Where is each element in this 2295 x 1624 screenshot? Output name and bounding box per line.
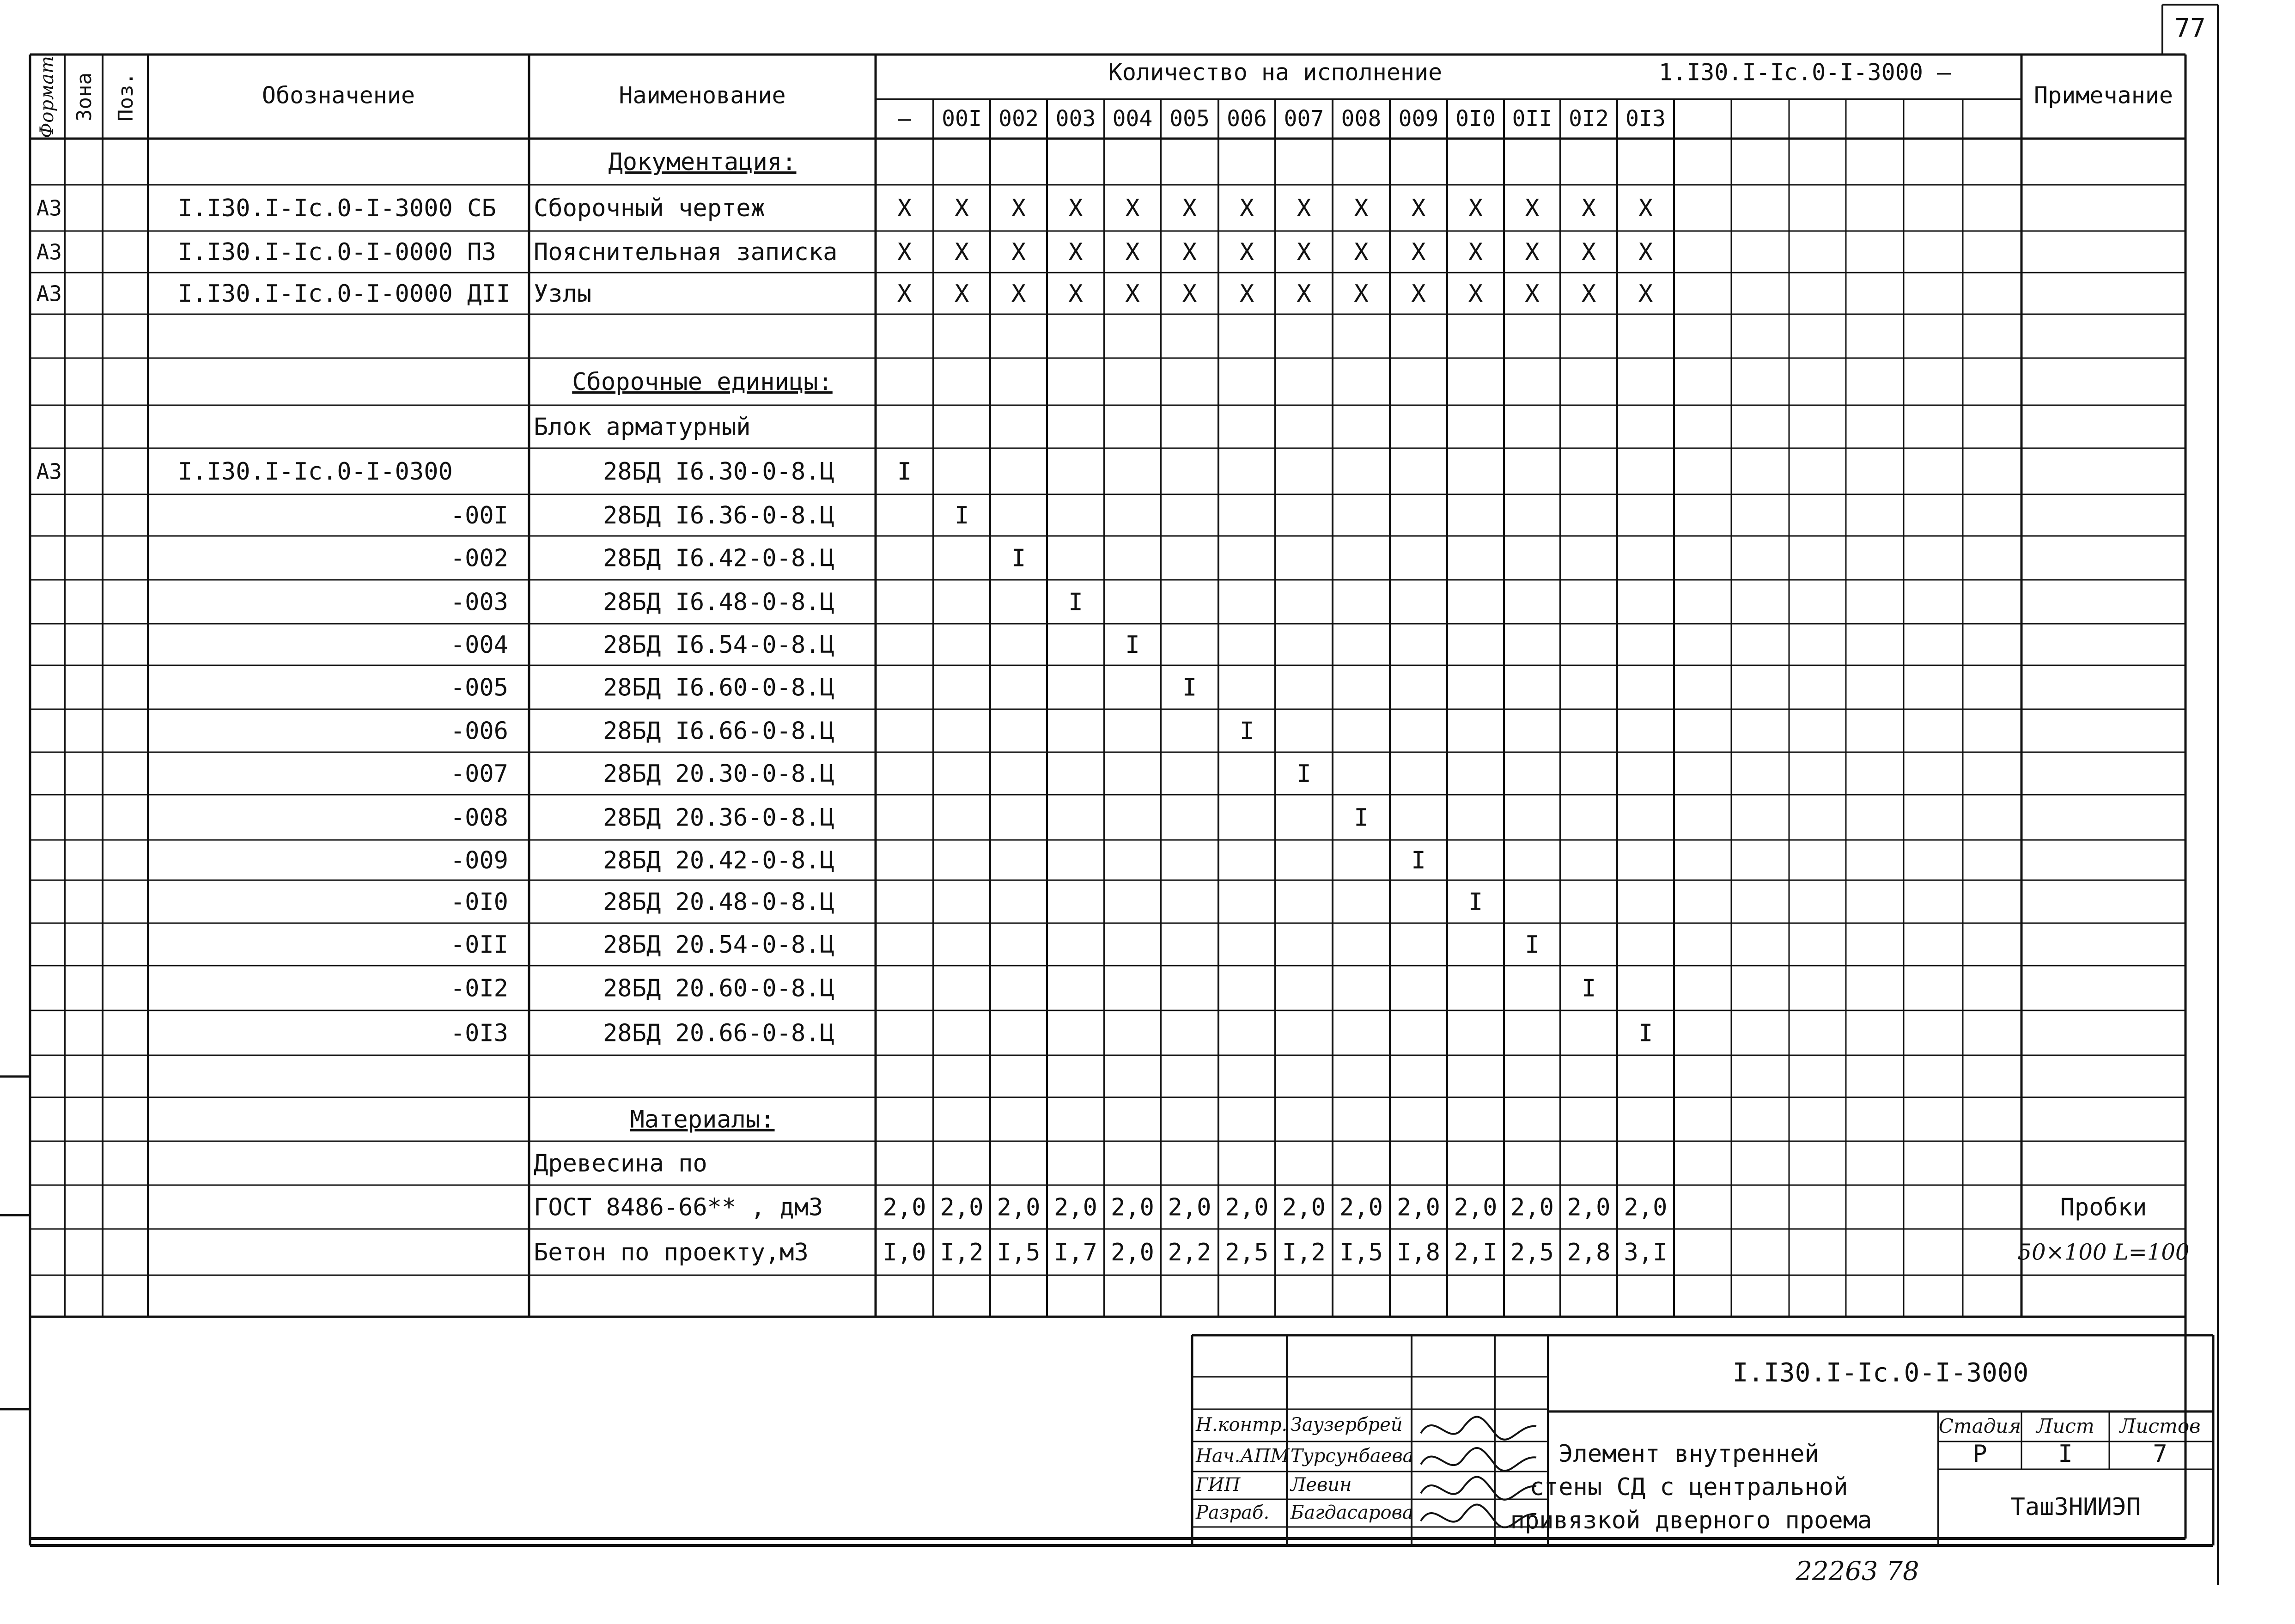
row-name: 28БД 20.42-0-8.Ц <box>603 846 834 875</box>
signature-role: Нач.АПМ <box>1196 1445 1290 1467</box>
row-designation: -0I0 <box>450 888 508 916</box>
qty-cell: X <box>1638 280 1653 308</box>
row-name: 28БД 20.66-0-8.Ц <box>603 1019 834 1047</box>
qty-cell: X <box>1354 280 1369 308</box>
qty-cell: X <box>1068 195 1083 222</box>
qty-cell: X <box>1068 280 1083 308</box>
qty-cell: X <box>1468 238 1483 266</box>
sheet-value: I <box>2058 1440 2073 1468</box>
section-heading: Сборочные единицы: <box>572 368 833 396</box>
qty-cell: X <box>1411 280 1426 308</box>
signature-name: Левин <box>1291 1474 1352 1496</box>
qty-cell: X <box>1581 280 1596 308</box>
row-format: А3 <box>36 459 62 484</box>
row-designation: -002 <box>450 544 508 572</box>
header-variant: 003 <box>1055 106 1096 132</box>
qty-cell: 2,0 <box>883 1193 926 1222</box>
qty-cell: I,0 <box>883 1239 926 1266</box>
qty-cell: I <box>1297 760 1311 788</box>
header-variant: 002 <box>998 106 1039 132</box>
qty-cell: 2,0 <box>1510 1193 1554 1222</box>
title-line: Элемент внутренней <box>1558 1440 1819 1468</box>
header-variant: 007 <box>1284 106 1324 132</box>
qty-cell: I,2 <box>940 1239 984 1266</box>
footer-number: 22263 78 <box>1796 1556 1919 1587</box>
qty-cell: I <box>1068 588 1083 616</box>
header-variant: 00I <box>942 106 982 132</box>
signature-scribble <box>1421 1477 1536 1500</box>
qty-cell: X <box>1297 195 1311 222</box>
qty-cell: I <box>954 502 969 529</box>
document-code: I.I30.I-Ic.0-I-3000 <box>1732 1358 2029 1388</box>
qty-cell: I <box>1468 888 1483 916</box>
row-name: Узлы <box>534 280 592 308</box>
qty-cell: 2,0 <box>1111 1193 1154 1222</box>
row-designation: -0I3 <box>450 1019 508 1047</box>
row-name: Древесина по <box>534 1150 707 1178</box>
row-designation: I.I30.I-Ic.0-I-0000 ДII <box>178 280 511 308</box>
qty-cell: 2,0 <box>1454 1193 1498 1222</box>
qty-cell: X <box>1525 195 1540 222</box>
qty-cell: X <box>1239 238 1254 266</box>
title-line: привязкой дверного проема <box>1510 1507 1872 1534</box>
qty-cell: X <box>1125 280 1140 308</box>
row-designation: I.I30.I-Ic.0-I-0300 <box>178 458 453 486</box>
organization: ТашЗНИИЭП <box>2010 1493 2141 1521</box>
signature-name: Багдасарова <box>1291 1502 1413 1523</box>
row-name: 28БД I6.60-0-8.Ц <box>603 674 834 702</box>
row-designation: -0I2 <box>450 974 508 1003</box>
qty-cell: X <box>1182 195 1197 222</box>
qty-cell: 2,8 <box>1567 1239 1611 1266</box>
header-qty-title: Количество на исполнение <box>1108 59 1443 86</box>
header-variant: 008 <box>1341 106 1382 132</box>
qty-cell: 2,I <box>1454 1239 1498 1266</box>
row-designation: -0II <box>450 931 508 959</box>
qty-cell: I <box>1638 1019 1653 1047</box>
sheets-label: Листов <box>2119 1415 2201 1437</box>
qty-cell: X <box>1182 238 1197 266</box>
header-variant: 005 <box>1169 106 1210 132</box>
header-variant: 004 <box>1112 106 1153 132</box>
header-base-code: 1.I30.I-Ic.0-I-3000 – <box>1659 59 1951 86</box>
qty-cell: X <box>1125 195 1140 222</box>
qty-cell: X <box>1297 238 1311 266</box>
qty-cell: I,7 <box>1054 1239 1097 1266</box>
qty-cell: 2,2 <box>1168 1239 1211 1266</box>
qty-cell: X <box>1239 195 1254 222</box>
qty-cell: X <box>1581 238 1596 266</box>
header-variant: 009 <box>1398 106 1439 132</box>
qty-cell: 2,0 <box>940 1193 984 1222</box>
row-designation: -003 <box>450 588 508 616</box>
title-line: стены СД с центральной <box>1529 1473 1848 1501</box>
sheet-corner-number: 77 <box>2174 13 2206 44</box>
qty-cell: X <box>1525 280 1540 308</box>
qty-cell: X <box>1011 195 1026 222</box>
qty-cell: X <box>897 195 912 222</box>
row-name: 28БД 20.60-0-8.Ц <box>603 974 834 1003</box>
row-name: 28БД I6.30-0-8.Ц <box>603 458 834 486</box>
signature-role: Разраб. <box>1196 1502 1270 1523</box>
qty-cell: 2,0 <box>1397 1193 1440 1222</box>
header-variant: – <box>898 106 911 132</box>
header-pos: Поз. <box>114 73 138 122</box>
section-heading: Материалы: <box>630 1106 775 1134</box>
qty-cell: X <box>1011 238 1026 266</box>
row-name: Блок арматурный <box>534 413 751 441</box>
qty-cell: 3,I <box>1624 1239 1668 1266</box>
qty-cell: I <box>1411 846 1426 875</box>
qty-cell: 2,0 <box>1225 1193 1269 1222</box>
header-variant: 006 <box>1227 106 1267 132</box>
qty-cell: 2,5 <box>1510 1239 1554 1266</box>
qty-cell: I <box>897 458 912 486</box>
qty-cell: I,8 <box>1397 1239 1440 1266</box>
header-format: Формат <box>37 56 58 138</box>
section-heading: Документация: <box>608 148 797 176</box>
qty-cell: I,2 <box>1282 1239 1326 1266</box>
qty-cell: X <box>1182 280 1197 308</box>
row-designation: I.I30.I-Ic.0-I-0000 ПЗ <box>178 238 496 266</box>
signature-role: Н.контр. <box>1196 1414 1288 1435</box>
row-name: 28БД 20.48-0-8.Ц <box>603 888 834 916</box>
header-variant: 0II <box>1512 106 1552 132</box>
qty-cell: X <box>1525 238 1540 266</box>
qty-cell: I <box>1354 804 1369 832</box>
signature-role: ГИП <box>1196 1474 1241 1496</box>
row-name: 28БД 20.36-0-8.Ц <box>603 804 834 832</box>
row-name: 28БД I6.48-0-8.Ц <box>603 588 834 616</box>
qty-cell: 2,0 <box>1282 1193 1326 1222</box>
qty-cell: X <box>1581 195 1596 222</box>
row-name: 28БД 20.30-0-8.Ц <box>603 760 834 788</box>
qty-cell: X <box>954 280 969 308</box>
header-variant: 0I0 <box>1455 106 1496 132</box>
qty-cell: X <box>1125 238 1140 266</box>
qty-cell: 2,0 <box>997 1193 1041 1222</box>
qty-cell: X <box>1354 195 1369 222</box>
qty-cell: 2,0 <box>1339 1193 1383 1222</box>
qty-cell: X <box>897 238 912 266</box>
qty-cell: X <box>1411 195 1426 222</box>
row-designation: -006 <box>450 717 508 745</box>
row-name: 28БД I6.54-0-8.Ц <box>603 631 834 659</box>
qty-cell: X <box>1638 238 1653 266</box>
qty-cell: 2,0 <box>1111 1239 1154 1266</box>
row-name: 28БД 20.54-0-8.Ц <box>603 931 834 959</box>
header-zone: Зона <box>73 73 96 122</box>
signature-name: Турсунбаева <box>1291 1445 1414 1467</box>
qty-cell: 2,0 <box>1054 1193 1097 1222</box>
row-format: А3 <box>36 281 62 306</box>
qty-cell: X <box>1354 238 1369 266</box>
row-format: А3 <box>36 195 62 221</box>
qty-cell: X <box>1297 280 1311 308</box>
row-name: 28БД I6.36-0-8.Ц <box>603 502 834 529</box>
qty-cell: I <box>1581 974 1596 1003</box>
stage-label: Стадия <box>1938 1415 2021 1437</box>
qty-cell: X <box>954 195 969 222</box>
header-designation: Обозначение <box>262 82 415 109</box>
signature-scribble <box>1421 1448 1536 1471</box>
qty-cell: I <box>1239 717 1254 745</box>
row-name: ГОСТ 8486-66** , дм3 <box>534 1193 823 1222</box>
row-name: 28БД I6.42-0-8.Ц <box>603 544 834 572</box>
row-format: А3 <box>36 239 62 265</box>
signature-name: Заузербрей <box>1291 1414 1403 1435</box>
qty-cell: 2,0 <box>1567 1193 1611 1222</box>
row-designation: -005 <box>450 674 508 702</box>
sheets-value: 7 <box>2153 1440 2167 1468</box>
qty-cell: X <box>897 280 912 308</box>
qty-cell: X <box>1638 195 1653 222</box>
header-name: Наименование <box>619 82 786 109</box>
signature-scribble <box>1421 1417 1536 1440</box>
row-note: Пробки <box>2060 1193 2147 1222</box>
row-designation: -00I <box>450 502 508 529</box>
row-name: 28БД I6.66-0-8.Ц <box>603 717 834 745</box>
header-variant: 0I2 <box>1569 106 1609 132</box>
row-designation: -009 <box>450 846 508 875</box>
row-name: Пояснительная записка <box>534 238 838 266</box>
qty-cell: X <box>1068 238 1083 266</box>
qty-cell: I <box>1011 544 1026 572</box>
row-designation: -004 <box>450 631 508 659</box>
qty-cell: 2,0 <box>1624 1193 1668 1222</box>
row-designation: -007 <box>450 760 508 788</box>
qty-cell: X <box>1468 280 1483 308</box>
row-note: 50×100 L=100 <box>2017 1239 2190 1265</box>
row-name: Бетон по проекту,м3 <box>534 1239 809 1266</box>
qty-cell: I,5 <box>1339 1239 1383 1266</box>
row-designation: -008 <box>450 804 508 832</box>
qty-cell: X <box>1011 280 1026 308</box>
qty-cell: X <box>1411 238 1426 266</box>
header-variant: 0I3 <box>1625 106 1666 132</box>
qty-cell: X <box>1239 280 1254 308</box>
qty-cell: X <box>1468 195 1483 222</box>
row-designation: I.I30.I-Ic.0-I-3000 СБ <box>178 195 496 222</box>
stage-value: Р <box>1972 1440 1987 1468</box>
row-name: Сборочный чертеж <box>534 195 765 222</box>
qty-cell: I <box>1525 931 1540 959</box>
sheet-label: Лист <box>2036 1415 2094 1437</box>
qty-cell: 2,5 <box>1225 1239 1269 1266</box>
qty-cell: I <box>1125 631 1140 659</box>
qty-cell: X <box>954 238 969 266</box>
qty-cell: I <box>1182 674 1197 702</box>
qty-cell: I,5 <box>997 1239 1041 1266</box>
qty-cell: 2,0 <box>1168 1193 1211 1222</box>
header-note: Примечание <box>2033 82 2173 109</box>
